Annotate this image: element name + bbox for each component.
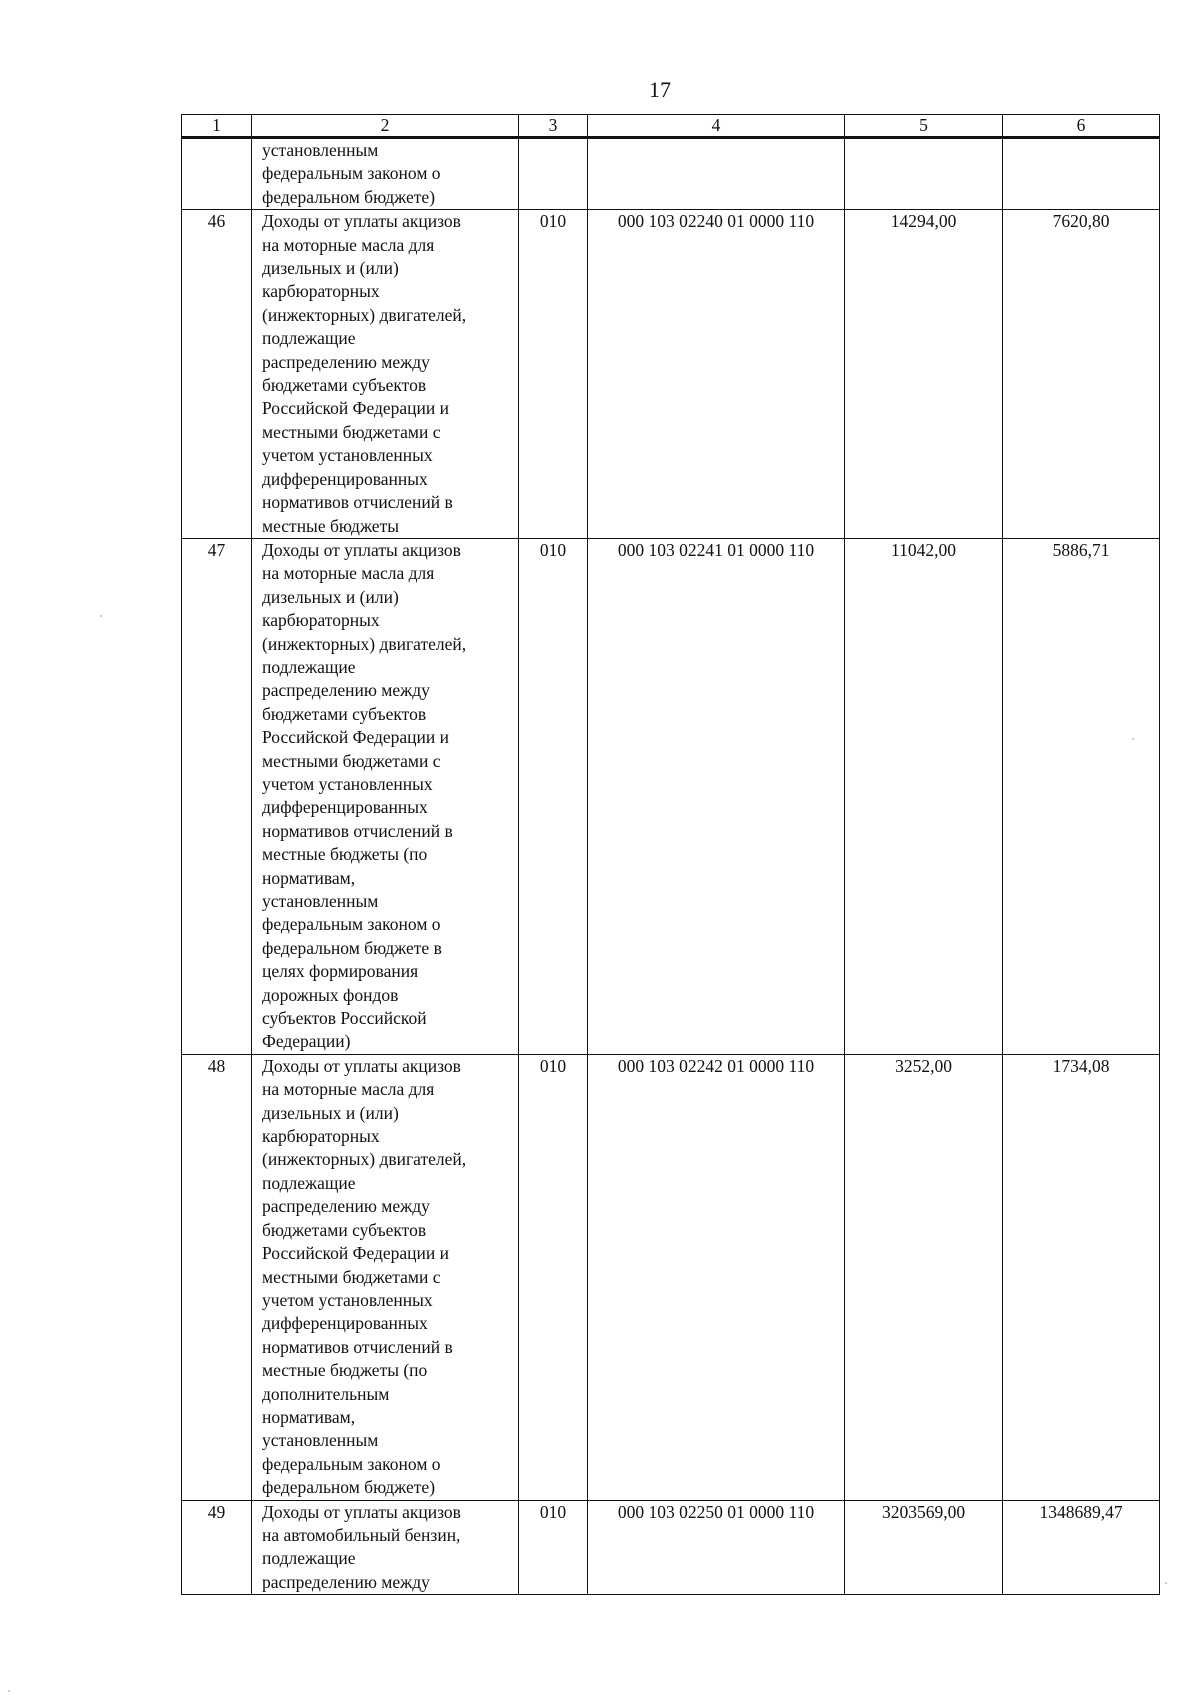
table-row	[182, 538, 1160, 1054]
table-row	[182, 1054, 1160, 1500]
fact-amount-cell	[1003, 138, 1160, 210]
admin-code-cell: 010	[519, 1054, 588, 1500]
row-number-cell: 47	[182, 538, 252, 1054]
header-cell-5: 5	[845, 115, 1003, 138]
header-cell-6: 6	[1003, 115, 1160, 138]
page-number: 17	[649, 77, 671, 102]
fact-amount-cell: 7620,80	[1003, 210, 1160, 539]
header-cell-1: 1	[182, 115, 252, 138]
budget-code-cell: 000 103 02242 01 0000 110	[588, 1054, 845, 1500]
scan-speck	[1132, 738, 1134, 740]
header-cell-3: 3	[519, 115, 588, 138]
plan-amount-cell	[845, 138, 1003, 210]
budget-code-cell: 000 103 02241 01 0000 110	[588, 538, 845, 1054]
scan-speck	[1165, 1582, 1167, 1584]
revenue-name-cell: Доходы от уплаты акцизов на автомобильный бензин, подлежащие распределению между	[252, 1500, 519, 1595]
budget-code-cell: 000 103 02240 01 0000 110	[588, 210, 845, 539]
table-row	[182, 138, 1160, 210]
plan-amount-cell: 3203569,00	[845, 1500, 1003, 1595]
header-cell-4: 4	[588, 115, 845, 138]
admin-code-cell: 010	[519, 210, 588, 539]
scan-speck	[8, 1690, 10, 1692]
admin-code-cell	[519, 138, 588, 210]
table-row	[182, 210, 1160, 539]
row-number-cell: 49	[182, 1500, 252, 1595]
budget-code-cell	[588, 138, 845, 210]
row-number-cell	[182, 138, 252, 210]
budget-code-cell: 000 103 02250 01 0000 110	[588, 1500, 845, 1595]
row-number-cell: 46	[182, 210, 252, 539]
revenue-name-cell: установленным федеральным законом о федеральном бюджете)	[252, 138, 519, 210]
header-cell-2: 2	[252, 115, 519, 138]
plan-amount-cell: 14294,00	[845, 210, 1003, 539]
table-body	[182, 115, 1160, 1595]
fact-amount-cell: 5886,71	[1003, 538, 1160, 1054]
admin-code-cell: 010	[519, 1500, 588, 1595]
revenue-name-cell: Доходы от уплаты акцизов на моторные масла для дизельных и (или) карбюраторных (инжекторных) двигателей, подлежащие распределению между бюджетами субъектов Российской Федерации и местными бюджетами с учетом установленных дифференцированных нормативов отчислений в местные бюджеты (по дополнительным нормативам, установленным федеральным законом о федеральном бюджете)	[252, 1054, 519, 1500]
table-header-row	[182, 115, 1160, 138]
revenue-name-cell: Доходы от уплаты акцизов на моторные масла для дизельных и (или) карбюраторных (инжекторных) двигателей, подлежащие распределению между бюджетами субъектов Российской Федерации и местными бюджетами с учетом установленных дифференцированных нормативов отчислений в местные бюджеты	[252, 210, 519, 539]
row-number-cell: 48	[182, 1054, 252, 1500]
fact-amount-cell: 1348689,47	[1003, 1500, 1160, 1595]
admin-code-cell: 010	[519, 538, 588, 1054]
fact-amount-cell: 1734,08	[1003, 1054, 1160, 1500]
plan-amount-cell: 11042,00	[845, 538, 1003, 1054]
plan-amount-cell: 3252,00	[845, 1054, 1003, 1500]
table-row	[182, 1500, 1160, 1595]
revenue-name-cell: Доходы от уплаты акцизов на моторные масла для дизельных и (или) карбюраторных (инжекторных) двигателей, подлежащие распределению между бюджетами субъектов Российской Федерации и местными бюджетами с учетом установленных дифференцированных нормативов отчислений в местные бюджеты (по нормативам, установленным федеральным законом о федеральном бюджете в целях формирования дорожных фондов субъектов Российской Федерации)	[252, 538, 519, 1054]
scan-speck	[100, 615, 102, 617]
revenue-table	[181, 114, 1160, 1595]
